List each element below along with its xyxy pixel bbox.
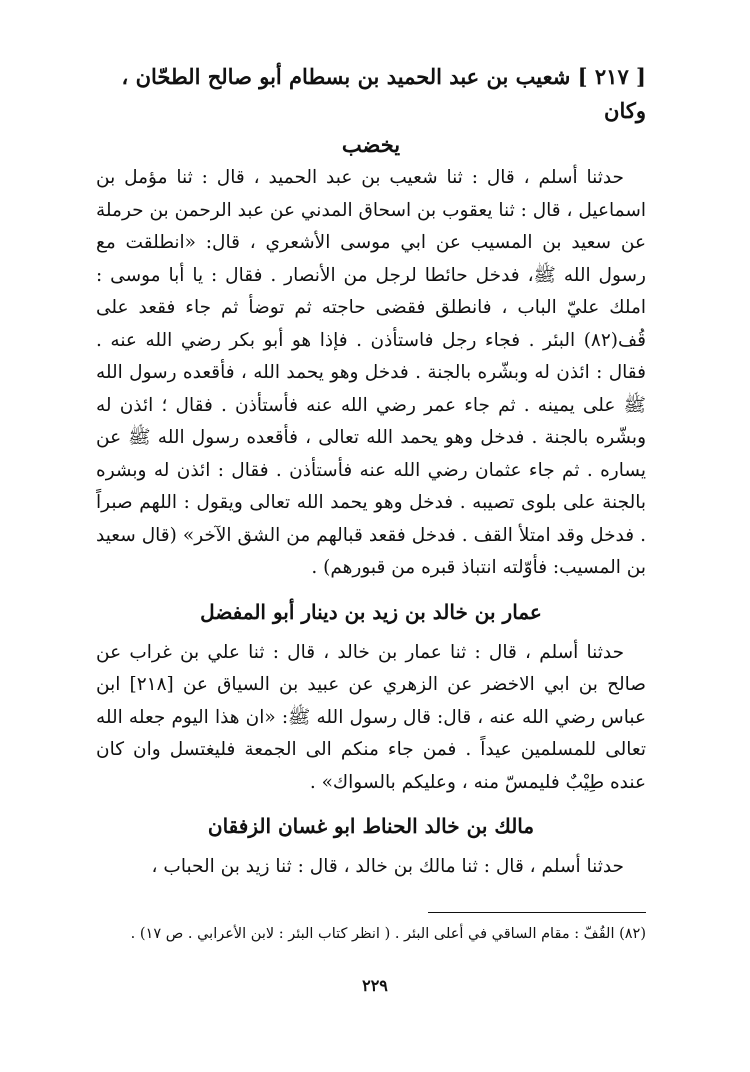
entry-ammar	[96, 595, 646, 800]
entry-217	[96, 60, 646, 585]
footnote-divider	[428, 912, 646, 913]
entry-heading-continuation: يخضب	[341, 132, 401, 157]
entry-heading: مالك بن خالد الحناط ابو غسان الزفقان	[207, 814, 535, 838]
entry-malik	[96, 809, 646, 884]
entry-heading-text: [ ٢١٧ ] شعيب بن عبد الحميد بن بسطام أبو صالح الطحّان ، وكان	[121, 64, 646, 123]
hadith-text	[96, 162, 646, 585]
hadith-text-body: حدثنا أسلم ، قال : ثنا شعيب بن عبد الحميد ، قال : ثنا مؤمل بن اسماعيل ، قال : ثنا يعقوب بن اسحاق المدني عن عبد الرحمن بن حرملة عن سعيد بن المسيب عن ابي موسى الأشعري ، قال: «انطلقت مع رسول الله ﷺ، فدخل حائطا لرجل من الأنصار . فقال : يا أبا موسى : املك عليّ الباب ، فانطلق فقضى حاجته ثم توضأ ثم جاء فقعد على قُف(٨٢) البئر . فجاء رجل فاستأذن . فإذا هو أبو بكر رضي الله عنه . فقال : ائذن له وبشّره بالجنة . فدخل وهو يحمد الله ، فأقعده رسول الله ﷺ على يمينه . ثم جاء عمر رضي الله عنه فأستأذن . فقال ؛ ائذن له وبشّره بالجنة . فدخل وهو يحمد الله تعالى ، فأقعده رسول الله ﷺ عن يساره . ثم جاء عثمان رضي الله عنه فأستأذن . فقال : ائذن له وبشره بالجنة على بلوى تصيبه . فدخل وهو يحمد الله تعالى ويقول : اللهم صبراً . فدخل وقد امتلأ القف . فدخل فقعد قبالهم من الشق الآخر» (قال سعيد بن المسيب: فأوّلته انتباذ قبره من قبورهم) .	[96, 167, 646, 578]
hadith-text-body: حدثنا أسلم ، قال : ثنا مالك بن خالد ، قال : ثنا زيد بن الحباب ،	[151, 856, 624, 877]
hadith-text	[96, 851, 646, 884]
page-number: ٢٢٩	[362, 976, 388, 995]
entry-heading: عمار بن خالد بن زيد بن دينار أبو المفضل	[200, 599, 542, 624]
hadith-text-body: حدثنا أسلم ، قال : ثنا عمار بن خالد ، قال : ثنا علي بن غراب عن صالح بن ابي الاخضر عن الزهري عن عبيد بن السياق عن [٢١٨] ابن عباس رضي الله عنه ، قال: قال رسول الله ﷺ: «ان هذا اليوم جعله الله تعالى للمسلمين عيداً . فمن جاء منكم الى الجمعة فليغتسل وان كان عنده طِيْبٌ فليمسّ منه ، وعليكم بالسواك» .	[96, 641, 646, 793]
hadith-text	[96, 637, 646, 800]
footnote: (٨٢) القُفّ : مقام الساقي في أعلى البئر . ( انظر كتاب البئر : لابن الأعرابي . ص ١٧) .	[130, 926, 646, 942]
entry-heading	[96, 60, 646, 162]
